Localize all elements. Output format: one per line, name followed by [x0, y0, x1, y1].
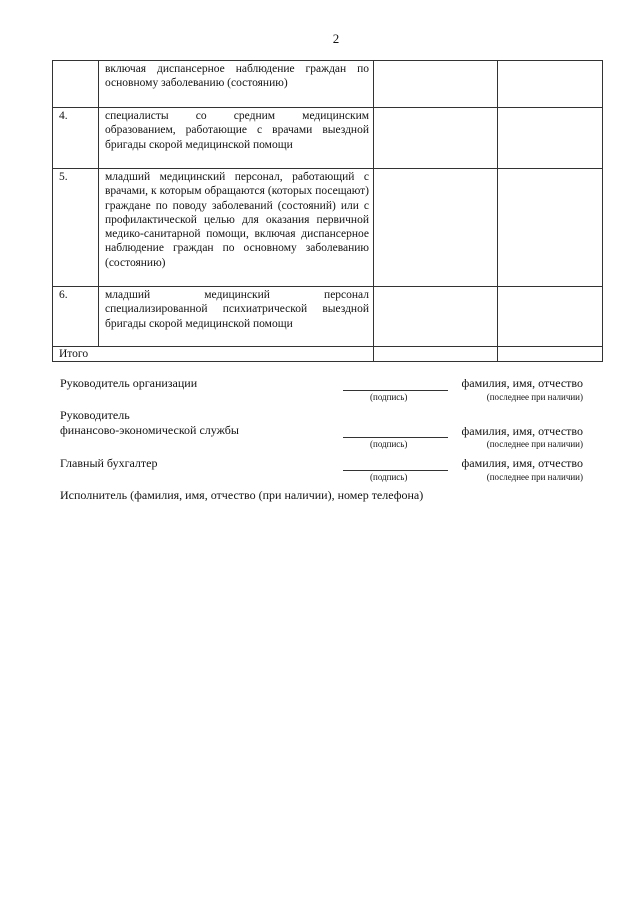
row-number: 4. — [53, 108, 99, 169]
executor-line: Исполнитель (фамилия, имя, отчество (при наличии), номер телефона) — [60, 488, 424, 502]
value-cell — [374, 347, 498, 362]
sign-caption: (подпись) — [370, 392, 408, 402]
row-description: младший медицинский персонал специализированной психиатрической выездной бригады скорой медицинской помощи — [99, 287, 374, 347]
fio-caption: (последнее при наличии) — [486, 472, 583, 482]
value-cell — [498, 108, 603, 169]
signature-label: Руководитель организации — [60, 376, 198, 390]
row-number: 5. — [53, 169, 99, 287]
row-number: 6. — [53, 287, 99, 347]
row-description: специалисты со средним медицинским образованием, работающие с врачами выездной бригады скорой медицинской помощи — [99, 108, 374, 169]
staff-table — [52, 60, 603, 362]
signature-finance — [60, 408, 590, 452]
fio-caption: (последнее при наличии) — [486, 392, 583, 402]
value-cell — [498, 61, 603, 108]
table-row — [53, 169, 603, 287]
value-cell — [498, 347, 603, 362]
value-cell — [498, 169, 603, 287]
table-row — [53, 61, 603, 108]
fio-label: фамилия, имя, отчество — [461, 376, 583, 390]
value-cell — [374, 287, 498, 347]
fio-label: фамилия, имя, отчество — [461, 456, 583, 470]
signature-line[interactable] — [343, 390, 448, 391]
signature-line[interactable] — [343, 437, 448, 438]
signature-line[interactable] — [343, 470, 448, 471]
table-row — [53, 287, 603, 347]
row-description: младший медицинский персонал, работающий с врачами, к которым обращаются (которых посещают) граждане по поводу заболеваний (состояний) или с профилактической целью для оказания первичной медико-санитарной помощи, включая диспансерное наблюдение граждан по основному заболеванию (состоянию) — [99, 169, 374, 287]
page-number: 2 — [332, 31, 340, 46]
value-cell — [498, 287, 603, 347]
total-row — [53, 347, 603, 362]
sign-caption: (подпись) — [370, 472, 408, 482]
signature-accountant — [60, 456, 590, 486]
fio-label: фамилия, имя, отчество — [461, 424, 583, 438]
row-description: включая диспансерное наблюдение граждан по основному заболеванию (состоянию) — [99, 61, 374, 108]
sign-caption: (подпись) — [370, 439, 408, 449]
value-cell — [374, 61, 498, 108]
signature-label: финансово-экономической службы — [60, 423, 239, 437]
signature-head — [60, 376, 590, 406]
value-cell — [374, 108, 498, 169]
row-number — [53, 61, 99, 108]
table-row — [53, 108, 603, 169]
signature-label: Руководитель — [60, 408, 130, 422]
signature-label: Главный бухгалтер — [60, 456, 158, 470]
value-cell — [374, 169, 498, 287]
fio-caption: (последнее при наличии) — [486, 439, 583, 449]
total-label: Итого — [53, 347, 374, 362]
